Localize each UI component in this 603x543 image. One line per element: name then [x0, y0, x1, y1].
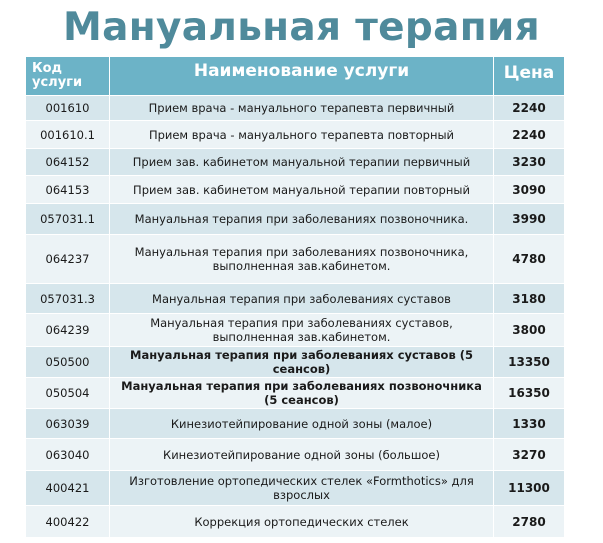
table-row [26, 121, 565, 149]
page-title: Мануальная терапия [63, 5, 540, 50]
row-price: 2240 [494, 96, 565, 121]
row-service: Прием зав. кабинетом мануальной терапии первичный [110, 149, 494, 176]
row-code: 057031.3 [26, 284, 110, 314]
row-code: 057031.1 [26, 204, 110, 235]
row-code: 050500 [26, 347, 110, 378]
row-price: 13350 [494, 347, 565, 378]
row-code: 064237 [26, 235, 110, 284]
row-service: Коррекция ортопедических стелек [110, 506, 494, 538]
row-service: Мануальная терапия при заболеваниях позвоночника. [110, 204, 494, 235]
header-price: Цена [494, 57, 565, 96]
row-code: 063040 [26, 439, 110, 471]
table-header-row [26, 57, 565, 96]
row-price: 4780 [494, 235, 565, 284]
row-code: 063039 [26, 409, 110, 439]
row-price: 16350 [494, 378, 565, 409]
row-code: 064153 [26, 176, 110, 204]
row-service: Кинезиотейпирование одной зоны (малое) [110, 409, 494, 439]
row-service: Мануальная терапия при заболеваниях позвоночника (5 сеансов) [110, 378, 494, 409]
row-price: 1330 [494, 409, 565, 439]
row-service: Мануальная терапия при заболеваниях суставов, выполненная зав.кабинетом. [110, 314, 494, 347]
table-row [26, 409, 565, 439]
row-service: Мануальная терапия при заболеваниях суставов [110, 284, 494, 314]
price-table [25, 56, 565, 538]
row-code: 001610.1 [26, 121, 110, 149]
row-code: 400422 [26, 506, 110, 538]
table-row [26, 96, 565, 121]
table-row [26, 149, 565, 176]
row-code: 050504 [26, 378, 110, 409]
table-row [26, 378, 565, 409]
row-price: 3230 [494, 149, 565, 176]
row-price: 3990 [494, 204, 565, 235]
table-row [26, 506, 565, 538]
row-code: 001610 [26, 96, 110, 121]
row-code: 064239 [26, 314, 110, 347]
row-service: Прием врача - мануального терапевта первичный [110, 96, 494, 121]
row-service: Кинезиотейпирование одной зоны (большое) [110, 439, 494, 471]
row-service: Мануальная терапия при заболеваниях позвоночника, выполненная зав.кабинетом. [110, 235, 494, 284]
table-row [26, 204, 565, 235]
row-service: Прием зав. кабинетом мануальной терапии повторный [110, 176, 494, 204]
row-price: 3180 [494, 284, 565, 314]
header-name: Наименование услуги [110, 57, 494, 96]
table-row [26, 347, 565, 378]
row-service: Прием врача - мануального терапевта повторный [110, 121, 494, 149]
table-row [26, 176, 565, 204]
row-price: 2240 [494, 121, 565, 149]
row-service: Мануальная терапия при заболеваниях суставов (5 сеансов) [110, 347, 494, 378]
row-code: 400421 [26, 471, 110, 506]
table-row [26, 439, 565, 471]
row-price: 2780 [494, 506, 565, 538]
table-row [26, 314, 565, 347]
row-service: Изготовление ортопедических стелек «Formthotics» для взрослых [110, 471, 494, 506]
table-row [26, 235, 565, 284]
row-code: 064152 [26, 149, 110, 176]
row-price: 3800 [494, 314, 565, 347]
table-row [26, 284, 565, 314]
row-price: 3270 [494, 439, 565, 471]
header-code: Код услуги [26, 57, 110, 96]
row-price: 11300 [494, 471, 565, 506]
table-row [26, 471, 565, 506]
row-price: 3090 [494, 176, 565, 204]
